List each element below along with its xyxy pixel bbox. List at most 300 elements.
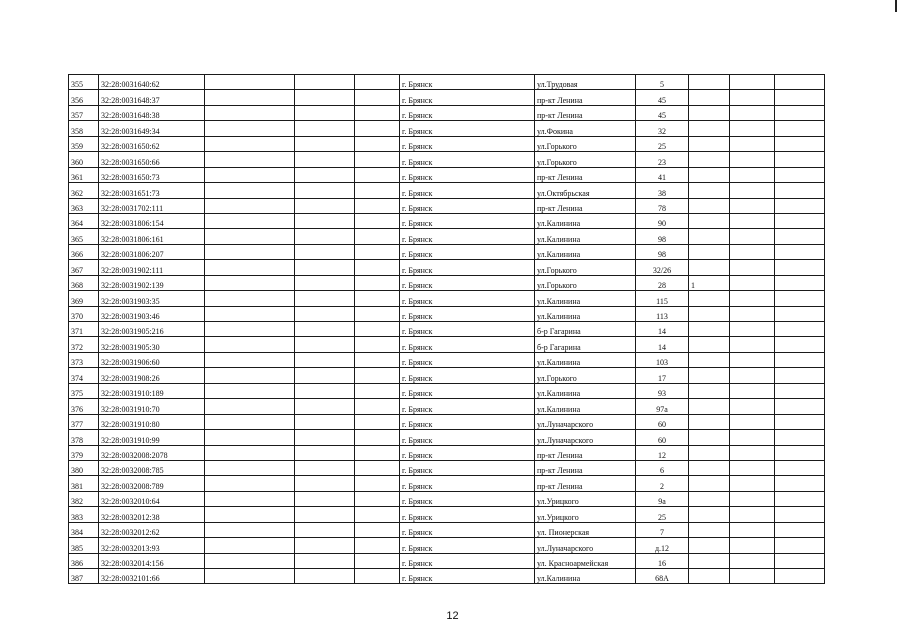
- empty-cell: [775, 291, 825, 306]
- city-cell: г. Брянск: [400, 352, 535, 367]
- house-number-cell: 32/26: [636, 260, 689, 275]
- house-number-cell: 38: [636, 183, 689, 198]
- empty-cell: [205, 229, 295, 244]
- row-number-cell: 366: [69, 244, 99, 259]
- city-cell: г. Брянск: [400, 569, 535, 584]
- table-row: [69, 244, 825, 259]
- empty-cell: [775, 121, 825, 136]
- cadastral-number-cell: 32:28:0031702:111: [99, 198, 205, 213]
- empty-cell: [205, 167, 295, 182]
- row-number-cell: 381: [69, 476, 99, 491]
- cadastral-number-cell: 32:28:0031806:154: [99, 213, 205, 228]
- row-number-cell: 378: [69, 430, 99, 445]
- street-cell: ул.Калинина: [535, 352, 636, 367]
- city-cell: г. Брянск: [400, 183, 535, 198]
- empty-cell: [730, 522, 775, 537]
- street-cell: ул.Калинина: [535, 383, 636, 398]
- street-cell: б-р Гагарина: [535, 337, 636, 352]
- empty-cell: [205, 306, 295, 321]
- street-cell: ул.Калинина: [535, 569, 636, 584]
- empty-cell: [730, 167, 775, 182]
- empty-cell: [205, 352, 295, 367]
- city-cell: г. Брянск: [400, 383, 535, 398]
- city-cell: г. Брянск: [400, 167, 535, 182]
- street-cell: пр-кт Ленина: [535, 445, 636, 460]
- table-row: [69, 522, 825, 537]
- empty-cell: [355, 260, 400, 275]
- empty-cell: [205, 368, 295, 383]
- empty-cell: [775, 352, 825, 367]
- empty-cell: [205, 538, 295, 553]
- empty-cell: [775, 368, 825, 383]
- empty-cell: [355, 368, 400, 383]
- street-cell: ул.Луначарского: [535, 414, 636, 429]
- table-row: [69, 553, 825, 568]
- empty-cell: [775, 244, 825, 259]
- cadastral-number-cell: 32:28:0031908:26: [99, 368, 205, 383]
- row-number-cell: 372: [69, 337, 99, 352]
- empty-cell: [355, 183, 400, 198]
- extra-cell: [689, 507, 730, 522]
- empty-cell: [730, 152, 775, 167]
- empty-cell: [355, 352, 400, 367]
- empty-cell: [355, 430, 400, 445]
- city-cell: г. Брянск: [400, 260, 535, 275]
- empty-cell: [295, 105, 355, 120]
- row-number-cell: 364: [69, 213, 99, 228]
- extra-cell: [689, 352, 730, 367]
- row-number-cell: 361: [69, 167, 99, 182]
- city-cell: г. Брянск: [400, 399, 535, 414]
- table-row: [69, 229, 825, 244]
- street-cell: ул. Красноармейская: [535, 553, 636, 568]
- empty-cell: [355, 136, 400, 151]
- city-cell: г. Брянск: [400, 121, 535, 136]
- row-number-cell: 384: [69, 522, 99, 537]
- empty-cell: [775, 507, 825, 522]
- city-cell: г. Брянск: [400, 291, 535, 306]
- empty-cell: [295, 260, 355, 275]
- table-row: [69, 430, 825, 445]
- empty-cell: [295, 368, 355, 383]
- extra-cell: [689, 105, 730, 120]
- extra-cell: [689, 75, 730, 90]
- row-number-cell: 375: [69, 383, 99, 398]
- empty-cell: [775, 430, 825, 445]
- table-row: [69, 291, 825, 306]
- city-cell: г. Брянск: [400, 322, 535, 337]
- empty-cell: [355, 383, 400, 398]
- empty-cell: [205, 213, 295, 228]
- house-number-cell: 17: [636, 368, 689, 383]
- table-row: [69, 198, 825, 213]
- row-number-cell: 376: [69, 399, 99, 414]
- empty-cell: [205, 399, 295, 414]
- extra-cell: [689, 553, 730, 568]
- empty-cell: [295, 538, 355, 553]
- row-number-cell: 355: [69, 75, 99, 90]
- empty-cell: [730, 275, 775, 290]
- empty-cell: [730, 399, 775, 414]
- cadastral-number-cell: 32:28:0031910:80: [99, 414, 205, 429]
- empty-cell: [295, 322, 355, 337]
- empty-cell: [730, 414, 775, 429]
- empty-cell: [295, 445, 355, 460]
- empty-cell: [295, 460, 355, 475]
- city-cell: г. Брянск: [400, 244, 535, 259]
- empty-cell: [355, 244, 400, 259]
- row-number-cell: 370: [69, 306, 99, 321]
- extra-cell: [689, 152, 730, 167]
- empty-cell: [205, 105, 295, 120]
- empty-cell: [295, 383, 355, 398]
- table-row: [69, 322, 825, 337]
- house-number-cell: 60: [636, 414, 689, 429]
- empty-cell: [775, 75, 825, 90]
- empty-cell: [775, 213, 825, 228]
- empty-cell: [295, 291, 355, 306]
- empty-cell: [205, 383, 295, 398]
- empty-cell: [775, 306, 825, 321]
- extra-cell: [689, 229, 730, 244]
- extra-cell: [689, 414, 730, 429]
- table-row: [69, 476, 825, 491]
- house-number-cell: 14: [636, 322, 689, 337]
- empty-cell: [775, 337, 825, 352]
- extra-cell: [689, 383, 730, 398]
- empty-cell: [355, 229, 400, 244]
- empty-cell: [295, 569, 355, 584]
- table-row: [69, 167, 825, 182]
- city-cell: г. Брянск: [400, 445, 535, 460]
- empty-cell: [205, 121, 295, 136]
- row-number-cell: 371: [69, 322, 99, 337]
- city-cell: г. Брянск: [400, 368, 535, 383]
- house-number-cell: 7: [636, 522, 689, 537]
- row-number-cell: 357: [69, 105, 99, 120]
- empty-cell: [295, 183, 355, 198]
- empty-cell: [355, 306, 400, 321]
- empty-cell: [775, 260, 825, 275]
- city-cell: г. Брянск: [400, 538, 535, 553]
- table-row: [69, 460, 825, 475]
- street-cell: пр-кт Ленина: [535, 198, 636, 213]
- empty-cell: [205, 414, 295, 429]
- extra-cell: [689, 291, 730, 306]
- street-cell: ул.Калинина: [535, 306, 636, 321]
- empty-cell: [730, 352, 775, 367]
- row-number-cell: 374: [69, 368, 99, 383]
- table-row: [69, 569, 825, 584]
- empty-cell: [775, 229, 825, 244]
- row-number-cell: 367: [69, 260, 99, 275]
- city-cell: г. Брянск: [400, 213, 535, 228]
- street-cell: пр-кт Ленина: [535, 476, 636, 491]
- house-number-cell: 113: [636, 306, 689, 321]
- house-number-cell: 32: [636, 121, 689, 136]
- empty-cell: [295, 167, 355, 182]
- empty-cell: [205, 152, 295, 167]
- house-number-cell: 45: [636, 105, 689, 120]
- house-number-cell: 6: [636, 460, 689, 475]
- street-cell: ул. Пионерская: [535, 522, 636, 537]
- empty-cell: [295, 352, 355, 367]
- table-row: [69, 414, 825, 429]
- house-number-cell: 78: [636, 198, 689, 213]
- street-cell: ул.Урицкого: [535, 507, 636, 522]
- city-cell: г. Брянск: [400, 460, 535, 475]
- table-row: [69, 75, 825, 90]
- city-cell: г. Брянск: [400, 275, 535, 290]
- empty-cell: [355, 121, 400, 136]
- empty-cell: [775, 491, 825, 506]
- city-cell: г. Брянск: [400, 522, 535, 537]
- extra-cell: [689, 445, 730, 460]
- empty-cell: [295, 136, 355, 151]
- empty-cell: [775, 275, 825, 290]
- extra-cell: [689, 538, 730, 553]
- empty-cell: [295, 430, 355, 445]
- empty-cell: [730, 507, 775, 522]
- cadastral-number-cell: 32:28:0031902:111: [99, 260, 205, 275]
- city-cell: г. Брянск: [400, 152, 535, 167]
- street-cell: ул.Калинина: [535, 291, 636, 306]
- row-number-cell: 359: [69, 136, 99, 151]
- extra-cell: [689, 167, 730, 182]
- table-row: [69, 105, 825, 120]
- table-row: [69, 121, 825, 136]
- empty-cell: [775, 569, 825, 584]
- street-cell: ул.Урицкого: [535, 491, 636, 506]
- cadastral-number-cell: 32:28:0031910:70: [99, 399, 205, 414]
- row-number-cell: 373: [69, 352, 99, 367]
- empty-cell: [295, 275, 355, 290]
- empty-cell: [730, 306, 775, 321]
- street-cell: ул.Луначарского: [535, 430, 636, 445]
- empty-cell: [730, 75, 775, 90]
- empty-cell: [730, 90, 775, 105]
- extra-cell: [689, 460, 730, 475]
- extra-cell: [689, 260, 730, 275]
- cadastral-number-cell: 32:28:0031903:35: [99, 291, 205, 306]
- empty-cell: [355, 460, 400, 475]
- table-row: [69, 306, 825, 321]
- empty-cell: [205, 445, 295, 460]
- house-number-cell: 9а: [636, 491, 689, 506]
- street-cell: ул.Октябрьская: [535, 183, 636, 198]
- scan-edge-mark: [895, 0, 897, 12]
- empty-cell: [355, 399, 400, 414]
- empty-cell: [355, 491, 400, 506]
- city-cell: г. Брянск: [400, 414, 535, 429]
- empty-cell: [295, 213, 355, 228]
- house-number-cell: 98: [636, 229, 689, 244]
- empty-cell: [730, 291, 775, 306]
- empty-cell: [355, 152, 400, 167]
- empty-cell: [205, 183, 295, 198]
- empty-cell: [295, 244, 355, 259]
- table-row: [69, 213, 825, 228]
- empty-cell: [730, 491, 775, 506]
- empty-cell: [730, 553, 775, 568]
- house-number-cell: 2: [636, 476, 689, 491]
- empty-cell: [775, 322, 825, 337]
- empty-cell: [730, 460, 775, 475]
- empty-cell: [355, 213, 400, 228]
- city-cell: г. Брянск: [400, 491, 535, 506]
- extra-cell: [689, 399, 730, 414]
- row-number-cell: 383: [69, 507, 99, 522]
- row-number-cell: 387: [69, 569, 99, 584]
- cadastral-number-cell: 32:28:0031903:46: [99, 306, 205, 321]
- empty-cell: [205, 569, 295, 584]
- empty-cell: [775, 553, 825, 568]
- empty-cell: [355, 507, 400, 522]
- house-number-cell: 90: [636, 213, 689, 228]
- house-number-cell: 98: [636, 244, 689, 259]
- empty-cell: [775, 198, 825, 213]
- city-cell: г. Брянск: [400, 306, 535, 321]
- empty-cell: [775, 460, 825, 475]
- empty-cell: [355, 322, 400, 337]
- empty-cell: [295, 491, 355, 506]
- empty-cell: [205, 522, 295, 537]
- empty-cell: [730, 445, 775, 460]
- street-cell: ул.Горького: [535, 275, 636, 290]
- house-number-cell: 25: [636, 507, 689, 522]
- extra-cell: [689, 121, 730, 136]
- empty-cell: [730, 430, 775, 445]
- row-number-cell: 358: [69, 121, 99, 136]
- empty-cell: [295, 121, 355, 136]
- house-number-cell: 103: [636, 352, 689, 367]
- street-cell: ул.Калинина: [535, 213, 636, 228]
- empty-cell: [730, 229, 775, 244]
- empty-cell: [355, 75, 400, 90]
- empty-cell: [775, 105, 825, 120]
- extra-cell: [689, 322, 730, 337]
- empty-cell: [730, 105, 775, 120]
- house-number-cell: 93: [636, 383, 689, 398]
- empty-cell: [730, 368, 775, 383]
- empty-cell: [205, 260, 295, 275]
- empty-cell: [775, 414, 825, 429]
- empty-cell: [295, 507, 355, 522]
- empty-cell: [355, 522, 400, 537]
- empty-cell: [775, 90, 825, 105]
- street-cell: ул.Луначарского: [535, 538, 636, 553]
- cadastral-number-cell: 32:28:0032013:93: [99, 538, 205, 553]
- house-number-cell: 60: [636, 430, 689, 445]
- table-row: [69, 136, 825, 151]
- empty-cell: [295, 337, 355, 352]
- empty-cell: [730, 136, 775, 151]
- table-row: [69, 399, 825, 414]
- house-number-cell: 16: [636, 553, 689, 568]
- house-number-cell: 12: [636, 445, 689, 460]
- cadastral-number-cell: 32:28:0032101:66: [99, 569, 205, 584]
- page-number: 12: [446, 610, 459, 622]
- row-number-cell: 369: [69, 291, 99, 306]
- street-cell: ул.Трудовая: [535, 75, 636, 90]
- cadastral-number-cell: 32:28:0031648:38: [99, 105, 205, 120]
- cadastral-number-cell: 32:28:0032012:62: [99, 522, 205, 537]
- extra-cell: [689, 430, 730, 445]
- row-number-cell: 356: [69, 90, 99, 105]
- empty-cell: [295, 229, 355, 244]
- city-cell: г. Брянск: [400, 198, 535, 213]
- empty-cell: [730, 244, 775, 259]
- empty-cell: [355, 538, 400, 553]
- street-cell: пр-кт Ленина: [535, 90, 636, 105]
- city-cell: г. Брянск: [400, 229, 535, 244]
- table-row: [69, 507, 825, 522]
- empty-cell: [355, 198, 400, 213]
- row-number-cell: 365: [69, 229, 99, 244]
- empty-cell: [775, 152, 825, 167]
- street-cell: пр-кт Ленина: [535, 460, 636, 475]
- empty-cell: [205, 291, 295, 306]
- row-number-cell: 379: [69, 445, 99, 460]
- street-cell: ул.Фокина: [535, 121, 636, 136]
- empty-cell: [775, 136, 825, 151]
- cadastral-number-cell: 32:28:0032008:2078: [99, 445, 205, 460]
- house-number-cell: 23: [636, 152, 689, 167]
- empty-cell: [205, 198, 295, 213]
- row-number-cell: 363: [69, 198, 99, 213]
- cadastral-number-cell: 32:28:0031640:62: [99, 75, 205, 90]
- empty-cell: [775, 167, 825, 182]
- empty-cell: [295, 399, 355, 414]
- empty-cell: [775, 476, 825, 491]
- cadastral-number-cell: 32:28:0031910:99: [99, 430, 205, 445]
- empty-cell: [355, 337, 400, 352]
- table-row: [69, 90, 825, 105]
- city-cell: г. Брянск: [400, 553, 535, 568]
- street-cell: ул.Калинина: [535, 399, 636, 414]
- extra-cell: [689, 337, 730, 352]
- house-number-cell: 45: [636, 90, 689, 105]
- empty-cell: [295, 75, 355, 90]
- registry-table: [68, 74, 825, 584]
- empty-cell: [295, 306, 355, 321]
- cadastral-number-cell: 32:28:0031648:37: [99, 90, 205, 105]
- empty-cell: [205, 275, 295, 290]
- empty-cell: [775, 399, 825, 414]
- empty-cell: [730, 383, 775, 398]
- cadastral-number-cell: 32:28:0031910:189: [99, 383, 205, 398]
- table-row: [69, 152, 825, 167]
- cadastral-number-cell: 32:28:0031902:139: [99, 275, 205, 290]
- empty-cell: [355, 476, 400, 491]
- table-row: [69, 337, 825, 352]
- empty-cell: [730, 121, 775, 136]
- house-number-cell: д.12: [636, 538, 689, 553]
- empty-cell: [730, 337, 775, 352]
- extra-cell: [689, 476, 730, 491]
- street-cell: ул.Горького: [535, 368, 636, 383]
- cadastral-number-cell: 32:28:0031806:207: [99, 244, 205, 259]
- cadastral-number-cell: 32:28:0032008:789: [99, 476, 205, 491]
- empty-cell: [205, 322, 295, 337]
- street-cell: ул.Калинина: [535, 244, 636, 259]
- empty-cell: [355, 553, 400, 568]
- extra-cell: [689, 306, 730, 321]
- empty-cell: [730, 322, 775, 337]
- row-number-cell: 382: [69, 491, 99, 506]
- city-cell: г. Брянск: [400, 476, 535, 491]
- extra-cell: [689, 491, 730, 506]
